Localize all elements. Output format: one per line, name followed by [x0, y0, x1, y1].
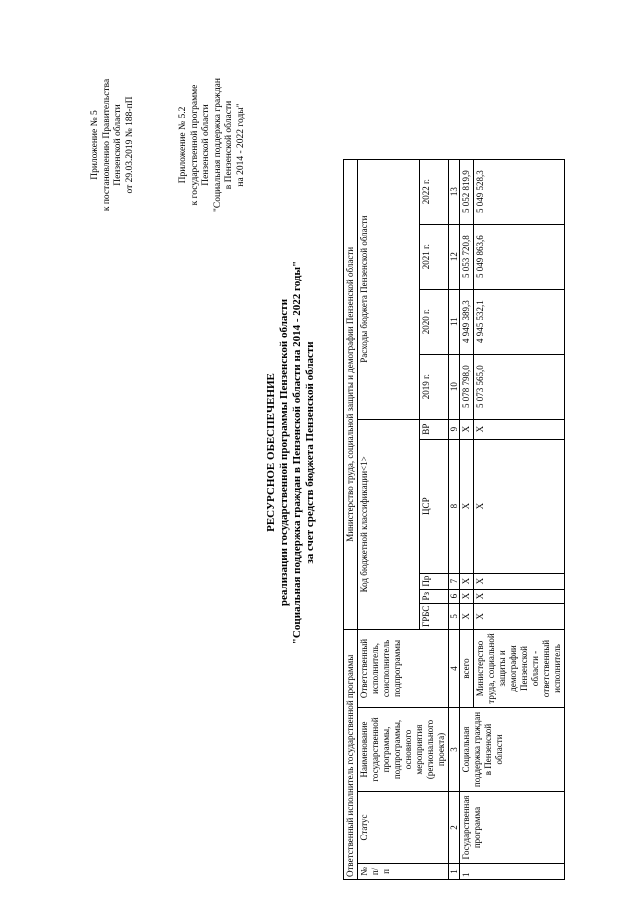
cell-pr: X	[460, 573, 474, 589]
cell-pr: X	[474, 573, 565, 589]
cell-2021: 5 049 863,6	[474, 224, 565, 289]
column-number: 8	[449, 439, 460, 573]
column-number: 11	[449, 289, 460, 354]
col-header-status: Статус	[358, 792, 449, 864]
cell-2019: 5 073 565,0	[474, 354, 565, 419]
column-number: 2	[449, 792, 460, 864]
resource-table	[343, 159, 565, 880]
appendix-note-resolution	[90, 15, 136, 275]
cell-vr: X	[474, 419, 565, 439]
column-number: 4	[449, 630, 460, 708]
column-number: 7	[449, 573, 460, 589]
column-number: 5	[449, 603, 460, 629]
cell-vr: X	[460, 419, 474, 439]
cell-csr: X	[460, 439, 474, 573]
responsible-label: Ответственный исполнитель государственной программы	[344, 630, 358, 880]
column-number: 13	[449, 159, 460, 224]
col-header-executor: Ответственный исполнитель, соисполнитель подпрограммы	[358, 630, 449, 708]
appendix-line: Приложение № 5.2	[178, 106, 188, 184]
cell-2020: 4 949 389,3	[460, 289, 474, 354]
header-row-responsible	[344, 159, 358, 879]
cell-rz: X	[474, 589, 565, 603]
col-header-rz: Рз	[420, 589, 449, 603]
appendix-line: в Пензенской области	[224, 100, 234, 190]
cell-csr: X	[474, 439, 565, 573]
cell-2022: 5 052 819,9	[460, 159, 474, 224]
column-number: 1	[449, 864, 460, 880]
cell-grbs: X	[460, 603, 474, 629]
cell-2020: 4 945 532,1	[474, 289, 565, 354]
appendix-line: к постановлению Правительства	[101, 78, 112, 212]
row-program-name: Социальная поддержка граждан в Пензенской области	[460, 708, 565, 792]
cell-rz: X	[460, 589, 474, 603]
col-header-2022: 2022 г.	[420, 159, 449, 224]
row-executor-total: всего	[460, 630, 474, 708]
appendix-line: Приложение № 5	[90, 110, 100, 180]
title-line: "Социальная поддержка граждан в Пензенской области на 2014 - 2022 годы"	[291, 260, 303, 645]
title-line: РЕСУРСНОЕ ОБЕСПЕЧЕНИЕ	[265, 373, 277, 532]
col-header-no: № п/п	[358, 864, 449, 880]
cell-2021: 5 053 720,8	[460, 224, 474, 289]
appendix-line: Пензенской области	[113, 104, 123, 186]
row-executor-ministry: Министерство труда, социальной защиты и демографии Пензенской области - ответственный исполнитель	[474, 630, 565, 708]
col-header-budget-code: Код бюджетной классификации<1>	[358, 419, 420, 629]
row-number: 1	[460, 864, 565, 880]
col-header-grbs: ГРБС	[420, 603, 449, 629]
column-number: 3	[449, 708, 460, 792]
table-row-total	[460, 159, 474, 879]
col-header-2020: 2020 г.	[420, 289, 449, 354]
appendix-line: на 2014 - 2022 годы"	[235, 103, 246, 187]
appendix-note-program	[178, 15, 247, 275]
title-line: реализации государственной программы Пензенской области	[278, 298, 290, 607]
column-number: 12	[449, 224, 460, 289]
column-number: 10	[449, 354, 460, 419]
col-header-csr: ЦСР	[420, 439, 449, 573]
col-header-2021: 2021 г.	[420, 224, 449, 289]
document-title	[265, 0, 317, 905]
col-header-expenses: Расходы бюджета Пензенской области	[358, 159, 420, 419]
cell-2022: 5 049 528,3	[474, 159, 565, 224]
appendix-line: Пензенской области	[201, 104, 211, 186]
title-line: за счет средств бюджета Пензенской области	[304, 341, 316, 564]
column-number: 6	[449, 589, 460, 603]
column-number-row	[449, 159, 460, 879]
column-number: 9	[449, 419, 460, 439]
appendix-line: от 29.03.2019 № 188-пП	[124, 96, 135, 194]
col-header-pr: Пр	[420, 573, 449, 589]
row-status: Государственная программа	[460, 792, 565, 864]
appendix-line: "Социальная поддержка граждан	[212, 78, 223, 212]
cell-2019: 5 078 798,0	[460, 354, 474, 419]
responsible-value: Министерство труда, социальной защиты и демографии Пензенской области	[344, 159, 358, 629]
col-header-name: Наименование государственной программы, подпрограммы, основного мероприятия (регионального проекта)	[358, 708, 449, 792]
col-header-vr: ВР	[420, 419, 449, 439]
col-header-2019: 2019 г.	[420, 354, 449, 419]
appendix-line: к государственной программе	[189, 84, 200, 206]
cell-grbs: X	[474, 603, 565, 629]
header-row-groups	[358, 159, 420, 879]
